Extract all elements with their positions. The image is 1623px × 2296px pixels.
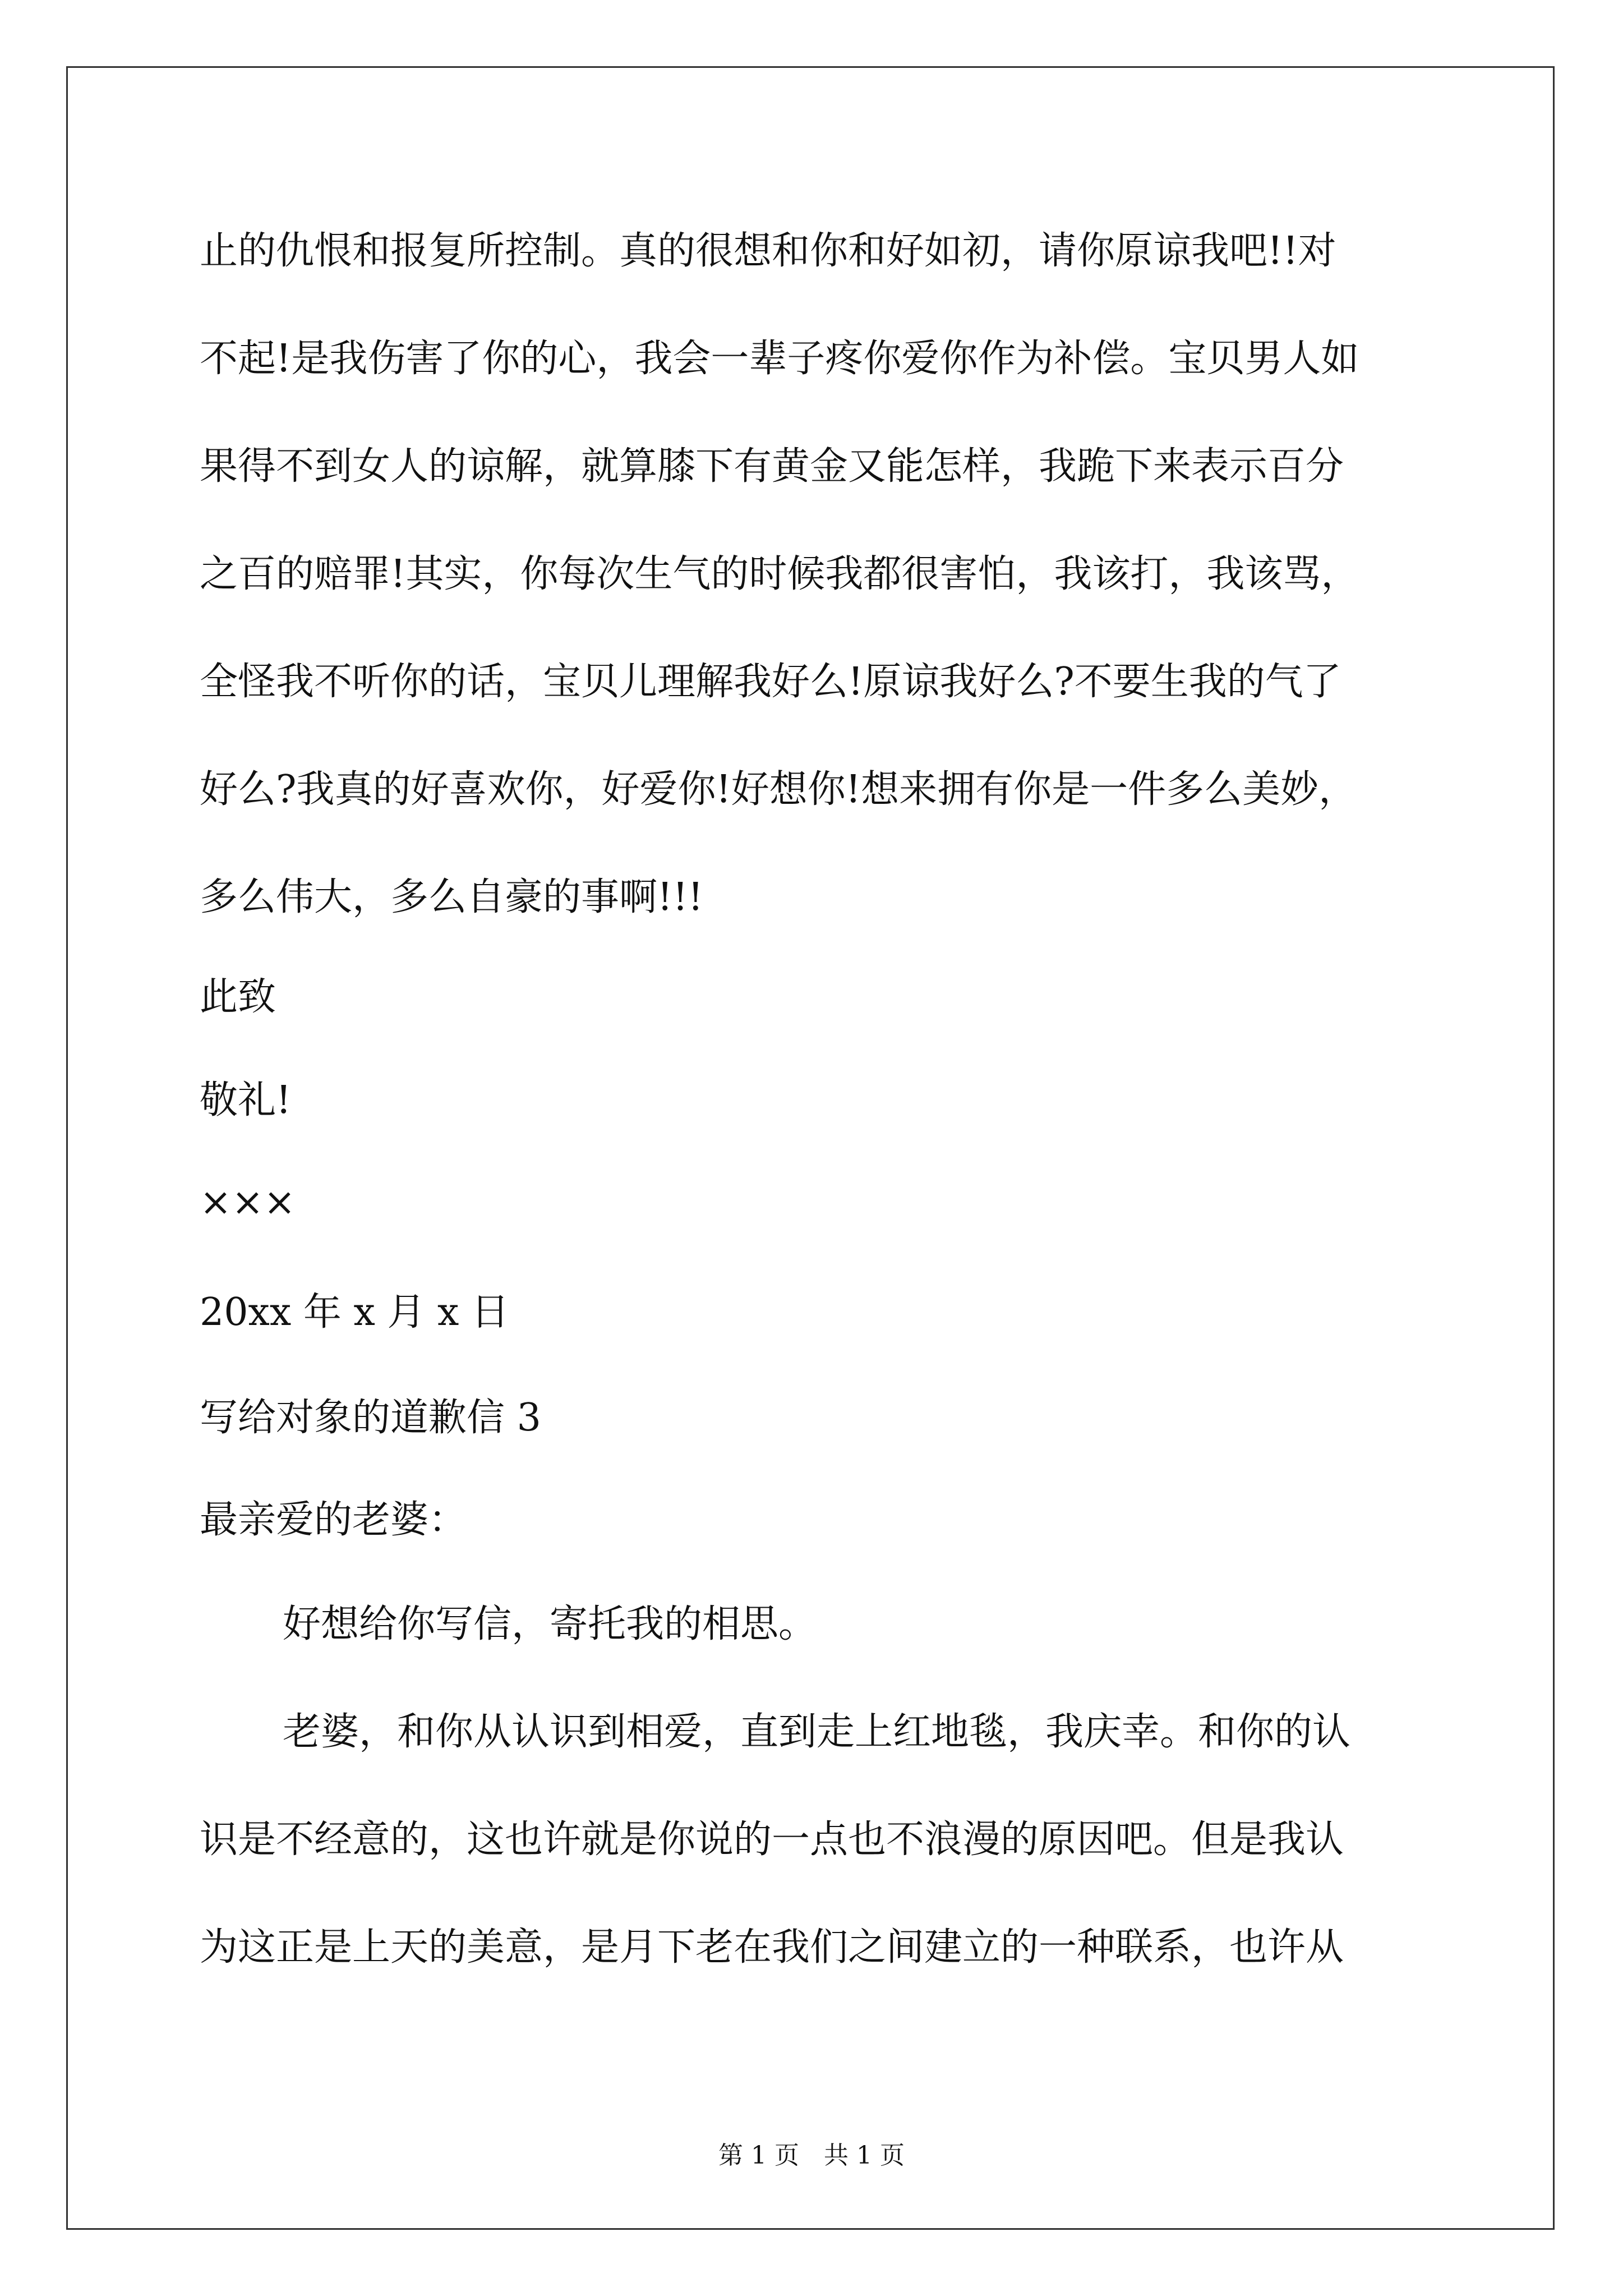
body-line: 老婆，和你从认识到相爱，直到走上红地毯，我庆幸。和你的认 [283,1710,1351,1754]
closing-salutation: 此致 [200,975,276,1019]
body-line: 识是不经意的，这也许就是你说的一点也不浪漫的原因吧。但是我认 [200,1818,1344,1862]
body-line: 多么伟大，多么自豪的事啊!!! [200,875,703,919]
signature: ××× [200,1180,296,1225]
body-line: 好么?我真的好喜欢你，好爱你!好想你!想来拥有你是一件多么美妙， [200,767,1357,812]
body-line: 为这正是上天的美意，是月下老在我们之间建立的一种联系，也许从 [200,1925,1344,1970]
body-line: 全怪我不听你的话，宝贝儿理解我好么!原谅我好么?不要生我的气了 [200,660,1341,704]
closing-regards: 敬礼! [200,1078,292,1122]
body-line: 好想给你写信，寄托我的相思。 [283,1602,817,1646]
body-line: 果得不到女人的谅解，就算膝下有黄金又能怎样，我跪下来表示百分 [200,444,1344,489]
body-line: 止的仇恨和报复所控制。真的很想和你和好如初，请你原谅我吧!!对 [200,229,1336,273]
section-title: 写给对象的道歉信 3 [200,1396,541,1440]
greeting: 最亲爱的老婆： [200,1498,467,1542]
body-line: 不起!是我伤害了你的心，我会一辈子疼你爱你作为补偿。宝贝男人如 [200,337,1359,381]
date-line: 20xx 年 x 月 x 日 [200,1290,510,1335]
body-line: 之百的赔罪!其实，你每次生气的时候我都很害怕，我该打，我该骂， [200,552,1359,596]
page-number: 第 1 页 共 1 页 [718,2141,905,2170]
page-border [66,66,1555,2230]
